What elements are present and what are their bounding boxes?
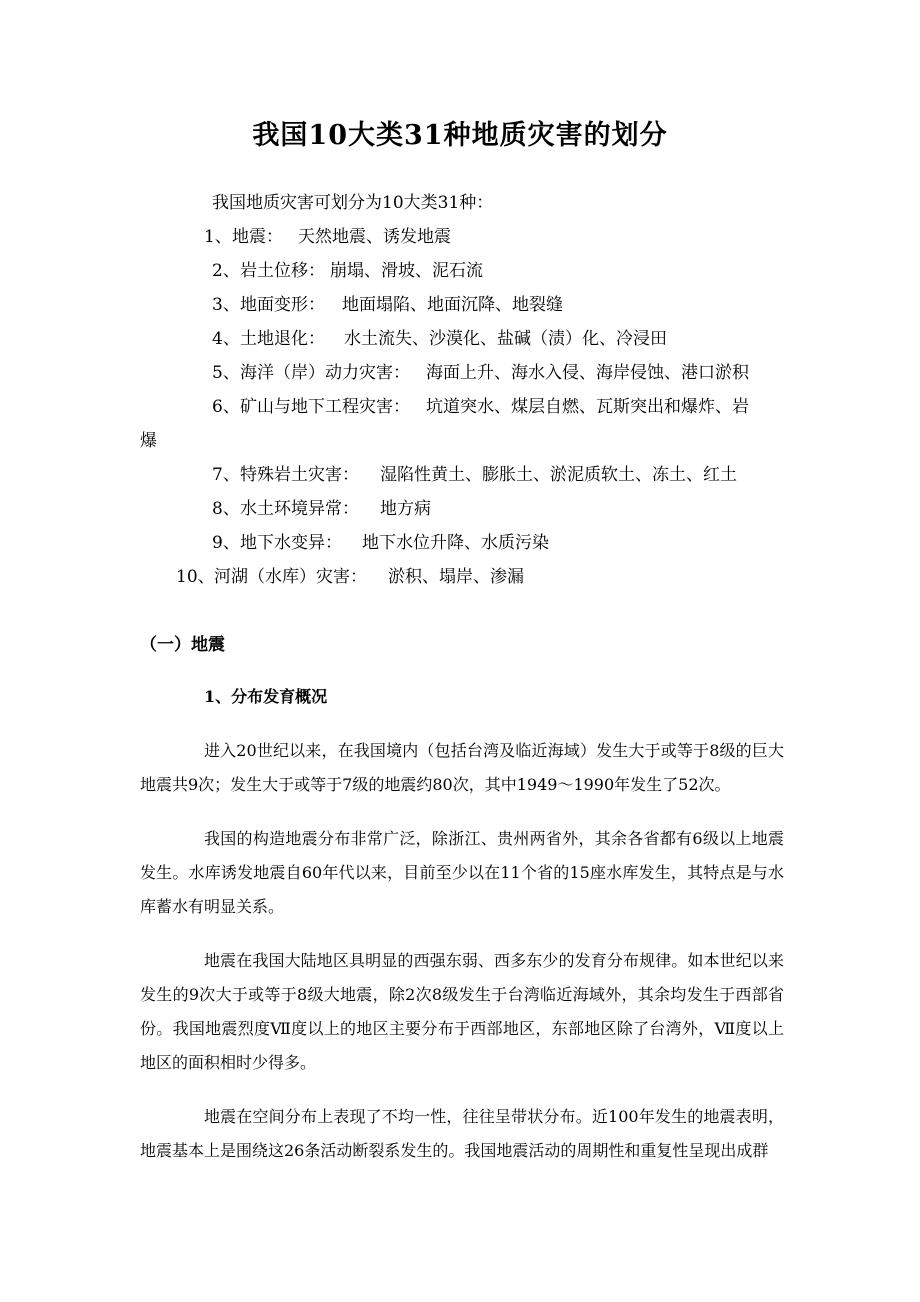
category-number: 8、	[212, 499, 240, 519]
category-number: 5、	[212, 363, 240, 383]
category-item	[0, 458, 920, 492]
intro-line	[0, 186, 920, 220]
category-number: 1、	[204, 227, 232, 247]
category-name: 水土环境异常：	[240, 499, 359, 519]
category-items: 坑道突水、煤层自燃、瓦斯突出和爆炸、岩	[426, 397, 749, 417]
category-item	[0, 390, 920, 424]
category-item	[0, 322, 920, 356]
category-item	[0, 526, 920, 560]
category-items: 崩塌、滑坡、泥石流	[330, 261, 483, 281]
category-number: 2、	[212, 261, 240, 281]
category-item	[0, 492, 920, 526]
category-items: 地下水位升降、水质污染	[362, 533, 549, 553]
category-items: 海面上升、海水入侵、海岸侵蚀、港口淤积	[426, 363, 749, 383]
category-number: 6、	[212, 397, 240, 417]
category-name: 地震：	[232, 227, 283, 247]
category-name: 岩土位移：	[240, 261, 325, 281]
body-paragraph: 进入20世纪以来，在我国境内（包括台湾及临近海域）发生大于或等于8级的巨大地震共9次；发生大于或等于7级的地震约80次，其中1949～1990年发生了52次。	[140, 741, 784, 794]
category-name: 河湖（水库）灾害：	[214, 567, 367, 587]
category-items: 地方病	[380, 499, 431, 519]
category-number: 9、	[212, 533, 240, 553]
category-number: 4、	[212, 329, 240, 349]
category-item	[0, 560, 920, 594]
body-paragraph: 地震在我国大陆地区具明显的西强东弱、西多东少的发育分布规律。如本世纪以来发生的9次大于或等于8级大地震，除2次8级发生于台湾临近海域外，其余均发生于西部省份。我国地震烈度Ⅶ度以上的地区主要分布于西部地区，东部地区除了台湾外，Ⅶ度以上地区的面积相时少得多。	[140, 951, 784, 1072]
category-item	[0, 220, 920, 254]
category-number: 3、	[212, 295, 240, 315]
category-number: 10、	[176, 567, 215, 587]
category-name: 地面变形：	[240, 295, 325, 315]
category-item	[0, 356, 920, 390]
category-items: 淤积、塌岸、渗漏	[388, 567, 524, 587]
category-item	[0, 288, 920, 322]
document-title: 我国10大类31种地质灾害的划分	[252, 120, 668, 151]
category-items: 地面塌陷、地面沉降、地裂缝	[342, 295, 563, 315]
body-paragraph: 我国的构造地震分布非常广泛，除浙江、贵州两省外，其余各省都有6级以上地震发生。水库诱发地震自60年代以来，目前至少以在11个省的15座水库发生，其特点是与水库蓄水有明显关系。	[140, 829, 784, 916]
category-name: 土地退化：	[240, 329, 325, 349]
category-name: 矿山与地下工程灾害：	[240, 397, 410, 417]
subheading-distribution: 1、分布发育概况	[204, 687, 328, 706]
category-items: 湿陷性黄土、膨胀土、淤泥质软土、冻土、红土	[380, 465, 737, 485]
section-heading-earthquake: （一）地震	[140, 635, 225, 655]
category-number: 7、	[212, 465, 240, 485]
category-name: 海洋（岸）动力灾害：	[240, 363, 410, 383]
intro-text: 我国地质灾害可划分为10大类31种：	[212, 193, 494, 213]
category-item	[0, 254, 920, 288]
category-items: 水土流失、沙漠化、盐碱（渍）化、冷浸田	[344, 329, 667, 349]
category-items-continuation: 爆	[140, 431, 157, 451]
category-name: 特殊岩土灾害：	[240, 465, 359, 485]
category-items: 天然地震、诱发地震	[298, 227, 451, 247]
body-paragraph: 地震在空间分布上表现了不均一性，往往呈带状分布。近100年发生的地震表明，地震基本上是围绕这26条活动断裂系发生的。我国地震活动的周期性和重复性呈现出成群	[140, 1107, 784, 1160]
category-name: 地下水变异：	[240, 533, 342, 553]
